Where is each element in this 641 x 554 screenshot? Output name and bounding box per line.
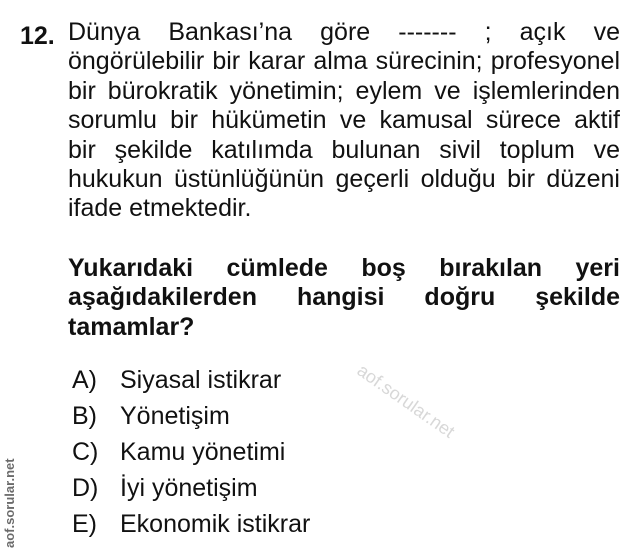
option-text: Kamu yönetimi xyxy=(120,438,286,466)
side-watermark: aof.sorular.net xyxy=(2,458,17,548)
option-e[interactable] xyxy=(72,506,310,542)
stem-line: sorumlu bir hükümetin ve kamusal sürece aktif xyxy=(68,106,620,135)
question-number: 12. xyxy=(20,22,55,50)
answer-options xyxy=(72,362,310,542)
stem-line: bir bürokratik yönetimin; eylem ve işlemlerinden xyxy=(68,76,620,105)
stem-line: ifade etmektedir. xyxy=(68,194,252,223)
option-text: Ekonomik istikrar xyxy=(120,510,311,538)
option-letter: D) xyxy=(72,474,99,502)
option-b[interactable] xyxy=(72,398,310,434)
option-text: Siyasal istikrar xyxy=(120,366,282,394)
question-stem xyxy=(68,18,620,224)
option-d[interactable] xyxy=(72,470,310,506)
stem-line: hukukun üstünlüğünün geçerli olduğu bir düzeni xyxy=(68,165,620,194)
stem-line: Dünya Bankası’na göre ------- ; açık ve xyxy=(68,18,620,46)
option-text: İyi yönetişim xyxy=(120,474,258,502)
stem-line: öngörülebilir bir karar alma sürecinin; profesyonel xyxy=(68,47,620,76)
diagonal-watermark: aof.sorular.net xyxy=(353,360,459,442)
option-letter: E) xyxy=(72,510,97,538)
option-letter: B) xyxy=(72,402,97,430)
option-letter: C) xyxy=(72,438,99,466)
prompt-line: aşağıdakilerden hangisi doğru şekilde xyxy=(68,283,620,312)
stem-line: bir şekilde katılımda bulunan sivil toplum ve xyxy=(68,135,620,164)
option-text: Yönetişim xyxy=(120,402,230,430)
option-letter: A) xyxy=(72,366,97,394)
prompt-line: tamamlar? xyxy=(68,312,195,341)
option-c[interactable] xyxy=(72,434,310,470)
prompt-line: Yukarıdaki cümlede boş bırakılan yeri xyxy=(68,254,620,282)
question-prompt xyxy=(68,254,620,342)
option-a[interactable] xyxy=(72,362,310,398)
